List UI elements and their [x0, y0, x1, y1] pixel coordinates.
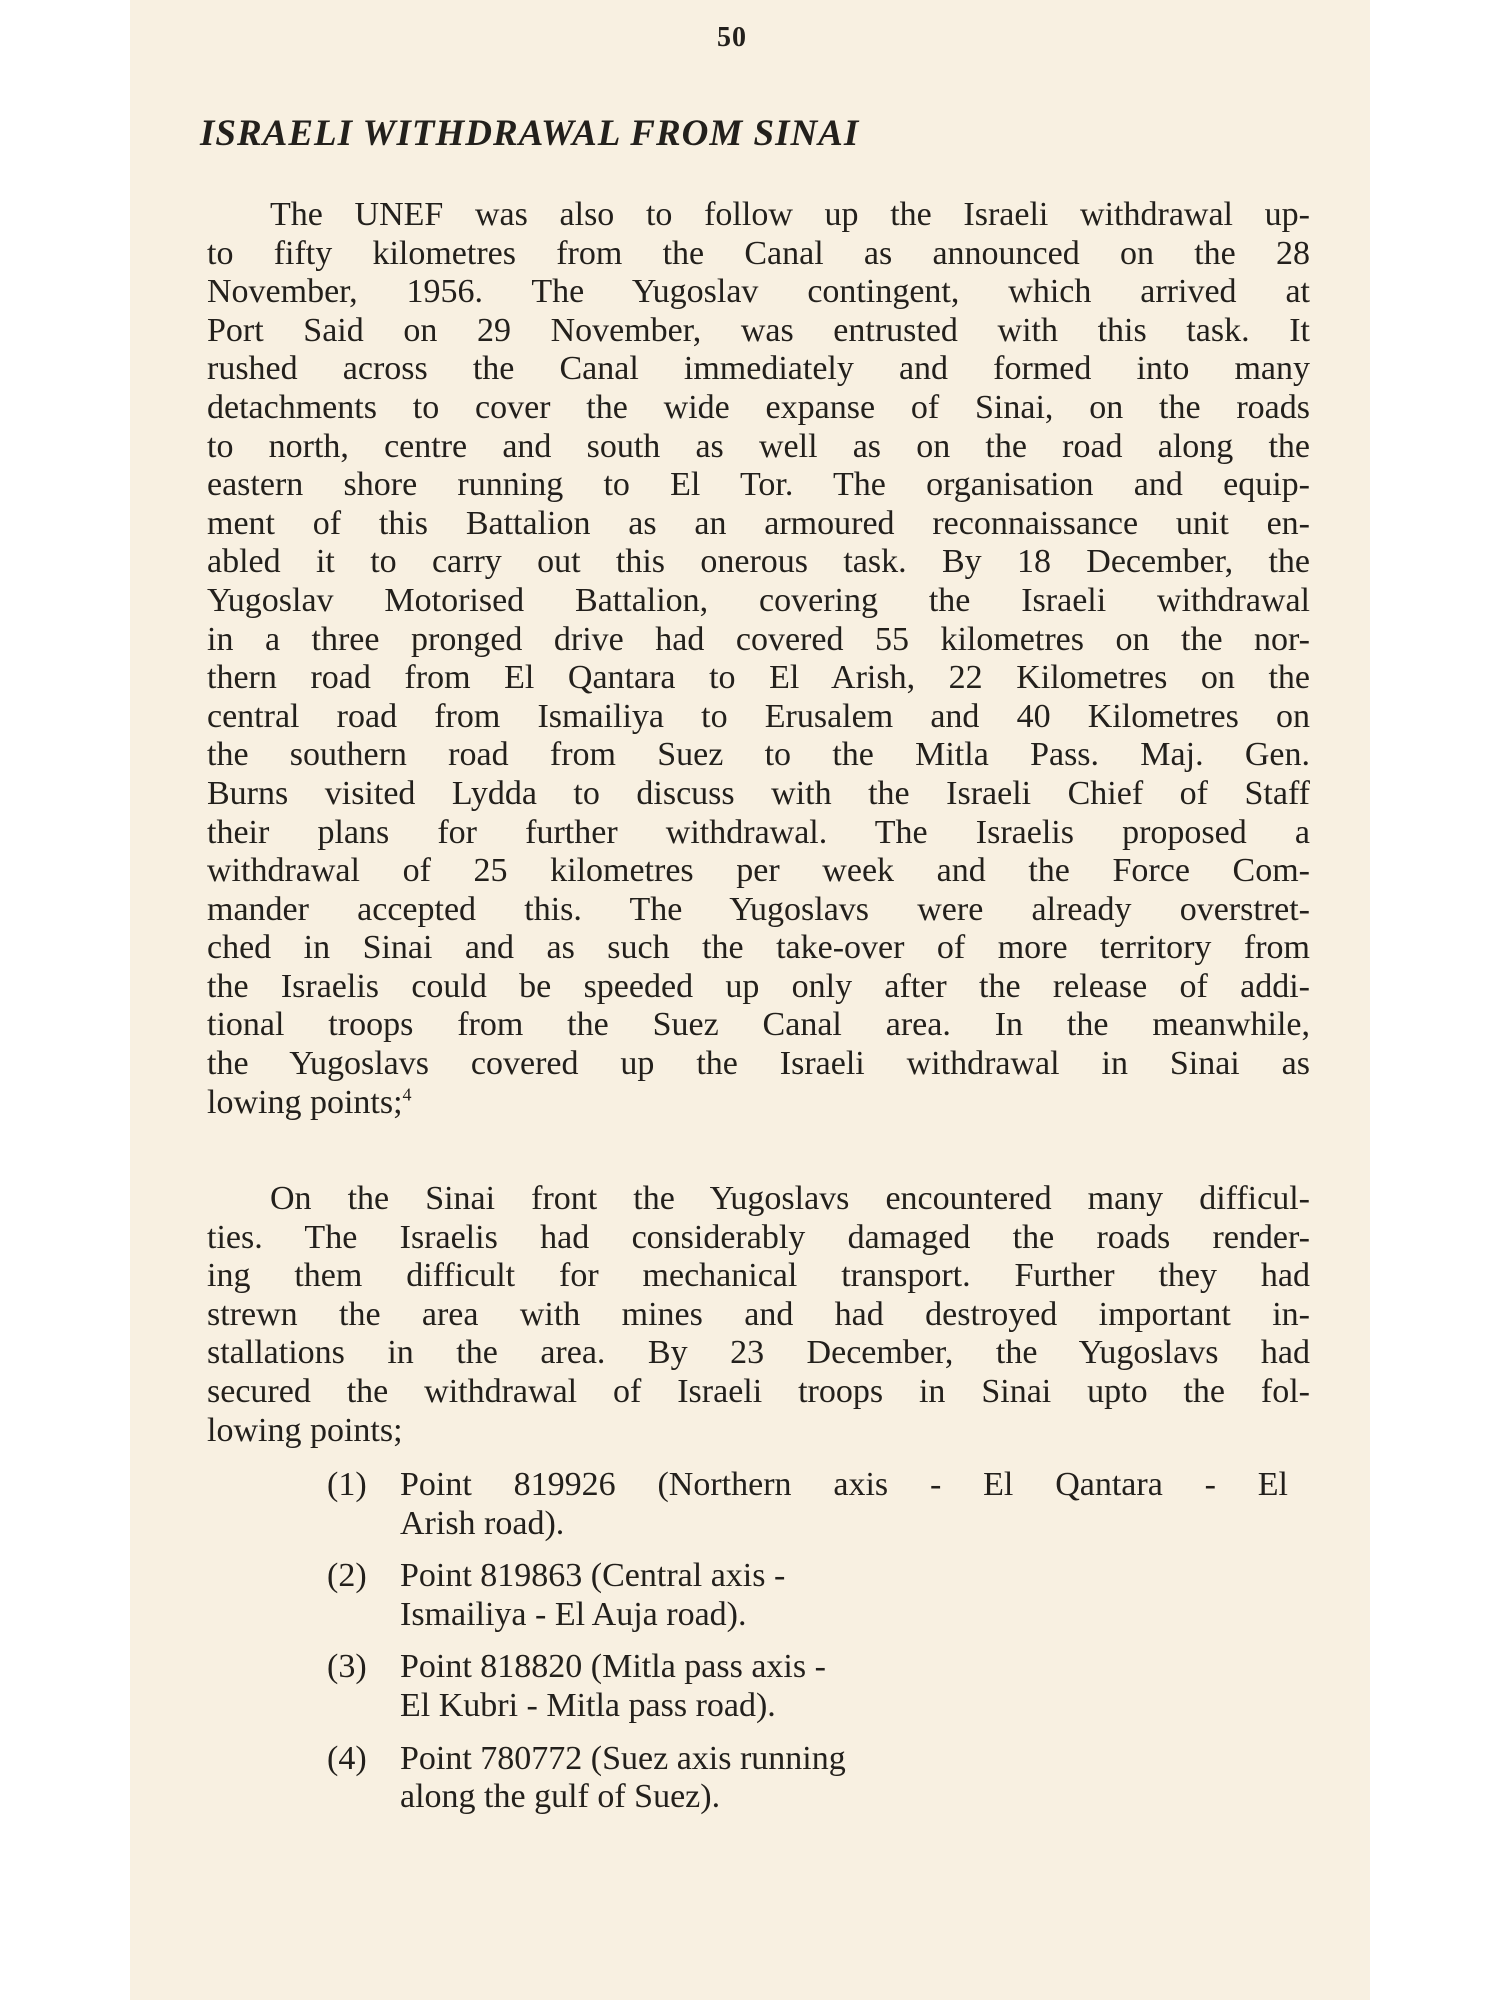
paragraph-2	[207, 1180, 1310, 1450]
list-item-line: Point 818820 (Mitla pass axis -	[400, 1648, 826, 1686]
paragraph-line: thern road from El Qantara to El Arish, 22 Kilometres on the	[207, 659, 1310, 697]
list-item-line: Arish road).	[400, 1504, 565, 1542]
list-item-number: (2)	[327, 1557, 367, 1595]
list-item-text	[400, 1740, 1288, 1817]
paragraph-line-text: lowing points;	[207, 1083, 403, 1121]
list-item	[327, 1466, 1442, 1543]
paragraph-line: tional troops from the Suez Canal area. In the meanwhile,	[207, 1006, 1310, 1044]
list-item-line: Point 819926 (Northern axis - El Qantara - El	[400, 1466, 1288, 1503]
paragraph-line: secured the withdrawal of Israeli troops in Sinai upto the fol-	[207, 1372, 1310, 1410]
paragraph-line: the southern road from Suez to the Mitla Pass. Maj. Gen.	[207, 736, 1310, 774]
paragraph-line: central road from Ismailiya to Erusalem and 40 Kilometres on	[207, 697, 1310, 735]
paragraph-last-line	[207, 1084, 1310, 1123]
paragraph-line: ties. The Israelis had considerably damaged the roads render-	[207, 1218, 1310, 1256]
list-item-number: (1)	[327, 1466, 367, 1503]
paragraph-line: Burns visited Lydda to discuss with the Israeli Chief of Staff	[207, 774, 1310, 812]
paragraph-line: abled it to carry out this onerous task. By 18 December, the	[207, 543, 1310, 581]
paragraph-line: to north, centre and south as well as on the road along the	[207, 427, 1310, 465]
paragraph-line: Yugoslav Motorised Battalion, covering the Israeli withdrawal	[207, 581, 1310, 619]
paragraph-line: eastern shore running to El Tor. The organisation and equip-	[207, 466, 1310, 504]
list-item-line: Point 780772 (Suez axis running	[400, 1739, 846, 1777]
paragraph-line: their plans for further withdrawal. The Israelis proposed a	[207, 813, 1310, 851]
paragraph-line: the Yugoslavs covered up the Israeli withdrawal in Sinai as	[207, 1045, 1310, 1083]
paragraph-line: The UNEF was also to follow up the Israeli withdrawal up-	[270, 196, 1310, 233]
section-heading: ISRAELI WITHDRAWAL FROM SINAI	[200, 113, 860, 154]
paragraph-line: detachments to cover the wide expanse of Sinai, on the roads	[207, 388, 1310, 426]
paragraph-line: the Israelis could be speeded up only after the release of addi-	[207, 967, 1310, 1005]
list-item-text	[400, 1466, 1288, 1543]
paragraph-line: ing them difficult for mechanical transport. Further they had	[207, 1257, 1310, 1295]
withdrawal-points-list	[327, 1466, 1442, 1831]
list-item-text	[400, 1557, 1288, 1634]
list-item-line: El Kubri - Mitla pass road).	[400, 1686, 776, 1724]
footnote-marker: 4	[402, 1084, 412, 1105]
list-item-line: Point 819863 (Central axis -	[400, 1557, 786, 1595]
paragraph-line: ched in Sinai and as such the take-over of more territory from	[207, 929, 1310, 967]
paragraph-line: lowing points;	[207, 1411, 403, 1449]
paragraph-line: in a three pronged drive had covered 55 kilometres on the nor-	[207, 620, 1310, 658]
list-item-line: Ismailiya - El Auja road).	[400, 1595, 747, 1633]
list-item-number: (3)	[327, 1648, 367, 1686]
paragraph-line: stallations in the area. By 23 December, the Yugoslavs had	[207, 1334, 1310, 1372]
paragraph-line: November, 1956. The Yugoslav contingent, which arrived at	[207, 273, 1310, 311]
page-number: 50	[717, 22, 747, 53]
list-item-text	[400, 1648, 1288, 1725]
paragraph-line: strewn the area with mines and had destroyed important in-	[207, 1295, 1310, 1333]
paragraph-line: mander accepted this. The Yugoslavs were already overstret-	[207, 890, 1310, 928]
paragraph-line: ment of this Battalion as an armoured reconnaissance unit en-	[207, 504, 1310, 542]
paragraph-line: to fifty kilometres from the Canal as announced on the 28	[207, 234, 1310, 272]
paragraph-line: rushed across the Canal immediately and formed into many	[207, 350, 1310, 388]
list-item-line: along the gulf of Suez).	[400, 1778, 721, 1816]
list-item	[327, 1557, 1442, 1634]
list-item-number: (4)	[327, 1739, 367, 1777]
paragraph-line: withdrawal of 25 kilometres per week and the Force Com-	[207, 852, 1310, 890]
book-page	[130, 0, 1370, 2000]
list-item	[327, 1740, 1442, 1817]
paragraph-line: Port Said on 29 November, was entrusted with this task. It	[207, 311, 1310, 349]
paragraph-1	[207, 196, 1310, 1122]
list-item	[327, 1648, 1442, 1725]
paragraph-line: On the Sinai front the Yugoslavs encountered many difficul-	[270, 1180, 1310, 1217]
